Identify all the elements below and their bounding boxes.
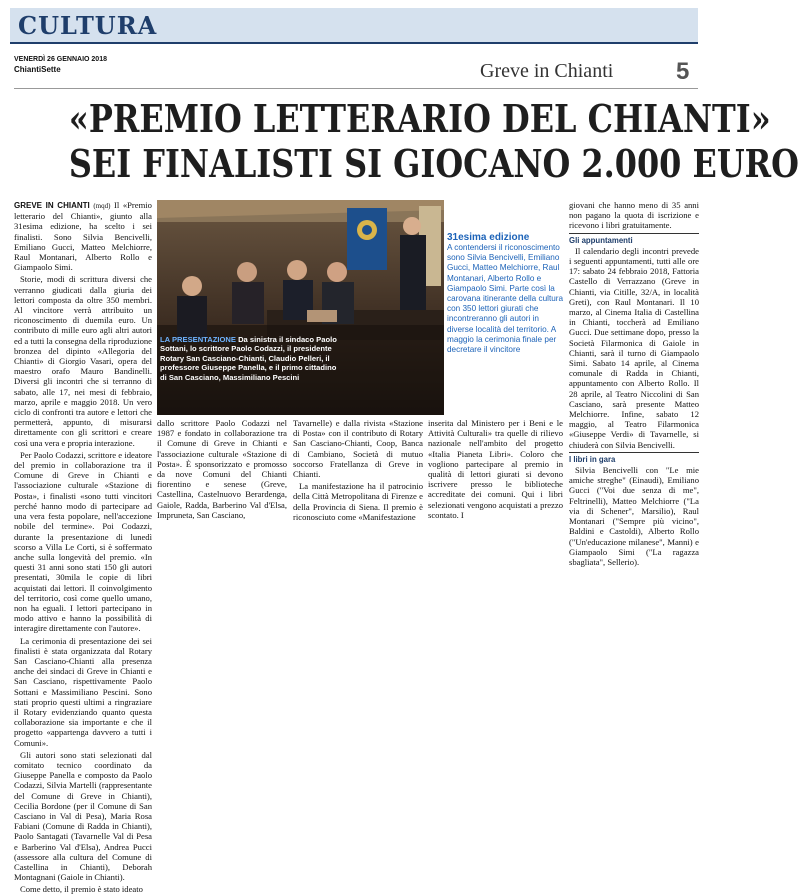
sidebar-text: A contendersi il riconoscimento sono Silvia Bencivelli, Emiliano Gucci, Matteo Melchiorre, Raul Montanari, Alberto Rollo e Giampaolo Simi. Parte così la carovana itinerante della cultura con 350 lettori giurati che incontreranno gli autori in diverse località del territorio. A maggio la cerimonia finale per decretare il vincitore (447, 243, 564, 355)
caption-kicker: LA PRESENTAZIONE (160, 335, 236, 344)
divider (569, 233, 699, 234)
paragraph: La cerimonia di presentazione dei sei finalisti è stata organizzata dal Rotary San Casciano-Chianti alla presenza anche dei sindaci di Greve in Chianti e San Casciano, rispettivamente Paolo Sottani e Massimiliano Pescini. Sono stati proprio questi ultimi a ringraziare il Rotary evidenziando quanto questa collaborazione sia importante e che il progetto «appartenga davvero a tutti i Comuni». (14, 635, 152, 748)
divider (569, 452, 699, 453)
paragraph: La manifestazione ha il patrocinio della Città Metropolitana di Firenze e della Provincia di Siena. Il premio è riconosciuto come «Manifestazione (293, 481, 423, 522)
article-column-2 (157, 418, 287, 520)
header-rule (14, 88, 698, 89)
photo-caption (160, 335, 340, 382)
paragraph: Tavarnelle) e dalla rivista «Stazione di Posta» con il contributo di Rotary San Casciano-Chianti, Coop, Banca di Cambiano, Società di mutuo soccorso Fratellanza di Greve in Chianti. (293, 418, 423, 480)
headline-line-2: SEI FINALISTI SI GIOCANO 2.000 EURO (68, 141, 799, 186)
paragraph: Come detto, il premio è stato ideato (20, 884, 143, 895)
location-head: Greve in Chianti (480, 60, 614, 82)
paragraph: dallo scrittore Paolo Codazzi nel 1987 e fondato in collaborazione tra il Comune di Greve in Chianti e l'associazione culturale «Stazione di Posta». È sponsorizzato e promosso da nove Comuni del Chianti fiorentino e senese (Greve, Castellina, Castelnuovo Berardenga, Gaiole, Radda, Barberino Val d'Elsa, Impruneta, San Casciano, (157, 418, 287, 520)
article-column-1 (14, 200, 152, 895)
box-title-books: I libri in gara (569, 454, 616, 464)
article-column-3 (293, 418, 423, 522)
article-photo (157, 200, 444, 415)
headline-line-1: «PREMIO LETTERARIO DEL CHIANTI» (68, 96, 771, 141)
caption-text: Da sinistra il sindaco Paolo Sottani, lo scrittore Paolo Codazzi, il presidente Rotary San Casciano-Chianti, Claudio Pelleri, il professore Giuseppe Panella, e il primo cittadino di San Casciano, Massimiliano Pescini (160, 335, 337, 382)
section-header (10, 8, 698, 44)
box-title-appointments: Gli appuntamenti (569, 235, 633, 245)
publication-name: ChiantiSette (14, 65, 61, 74)
section-name: CULTURA (18, 11, 158, 40)
sidebar-box (447, 232, 565, 355)
page-number: 5 (676, 58, 690, 85)
paragraph: Storie, modi di scrittura diversi che verranno giudicati dalla giuria dei lettori composta da oltre 350 membri. Al vincitore verrà attribuito un riconoscimento di duemila euro. Un contributo di mille euro agli altri autori ed a tutti la consegna della riproduzione bronzea del dipinto «Allegoria del Chianti» di Giorgio Vasari, opera del maestro orafo Mauro Bandinelli. Diversi gli incontri che si terranno di sabato, alle 17, nei mesi di febbraio, marzo, aprile e maggio 2018. Un vero ciclo di confronti tra autore e lettori che permetterà, appunto, di misurarsi direttamente con gli scrittori e creare così una vera e propria interazione. (14, 274, 152, 448)
dateline-location: GREVE IN CHIANTI (14, 201, 90, 210)
paragraph: Gli autori sono stati selezionati dal comitato tecnico coordinato da Giuseppe Panella e composto da Paolo Codazzi, Silvia Martelli (rappresentante del Comune di Greve in Chianti), Cecilia Bordone (per il Comune di San Casciano in Val di Pesa), Maria Rosa Fabiani (Comune di Radda in Chianti), Paolo Santagati (Tavarnelle Val di Pesa e Barberino Val d'Elsa), Andrea Pucci (assessore alla cultura del Comune di Castellina in Chianti), Deborah Montagnani (Gaiole in Chianti). (14, 749, 152, 883)
article-column-5 (569, 200, 699, 730)
paragraph: Silvia Bencivelli con "Le mie amiche streghe" (Einaudi), Emiliano Gucci ("Voi due senza di me", Feltrinelli), Matteo Melchiorre ("La via di Schener", Marsilio), Raul Montanari ("Sempre più vicino", Baldini e Castoldi), Alberto Rollo ("Un'educazione milanese", Manni) e Giampaolo Simi ("La ragazza sbagliata", Sellerio). (569, 465, 699, 567)
date-line: VENERDÌ 26 GENNAIO 2018 (14, 56, 107, 63)
sidebar-title: 31esima edizione (447, 232, 530, 243)
byline: (mqd) (93, 202, 111, 210)
paragraph: inserita dal Ministero per i Beni e le Attività Culturali» tra quelle di rilievo nazionale nell'ambito del progetto «Italia Pianeta Libri». Coloro che vogliono partecipare al premio in qualità di lettori giurati si devono iscrivere presso le biblioteche accreditate dei comuni. Qui i libri selezionati vengono acquistati a prezzo scontato. I (428, 418, 563, 520)
paragraph: Il «Premio letterario del Chianti», giunto alla 31esima edizione, ha scelto i sei finalisti. Sono Silvia Bencivelli, Emiliano Gucci, Matteo Melchiorre, Raul Montanari, Alberto Rollo e Giampaolo Simi. (14, 200, 152, 273)
paragraph: Per Paolo Codazzi, scrittore e ideatore del premio in collaborazione tra il Comune di Greve in Chianti e l'associazione culturale «Stazione di Posta», i finalisti «sono tutti vincitori perché hanno modo di partecipare ad una vera festa popolare, nell'accezione nobile del termine». Poi Codazzi, durante la presentazione di lunedì scorso a Villa Le Corti, si è soffermato anche sulla longevità del premio. «In questi 31 anni sono stati 150 gli autori presentati, 30mila le copie di libri acquistati dai lettori. Il coinvolgimento del territorio, così come quello umano, non ha eguali. I lettori partecipano in modo attivo e hanno la possibilità di interagire direttamente con l'autore». (14, 449, 152, 634)
article-column-4 (428, 418, 563, 520)
paragraph: giovani che hanno meno di 35 anni non pagano la quota di iscrizione e ricevono i libri gratuitamente. (569, 200, 699, 231)
paragraph: Il calendario degli incontri prevede i seguenti appuntamenti, tutti alle ore 17: sabato 24 febbraio 2018, Fattoria Castello di Verrazzano (Greve in Chianti, via Citille, 32/A, in località Greti), con Raul Montanari. Il 10 marzo, al Cinema Italia di Castellina in Chianti, toccherà ad Emiliano Gucci. Due settimane dopo, presso la Società Filarmonica di Gaiole in Chianti, sarà il turno di Giampaolo Simi. Sabato 14 aprile, al Cinema comunale di Radda in Chianti, appuntamento con Alberto Rollo. Il 28 aprile, al Teatro Niccolini di San Casciano, sarà presente Matteo Melchiorre. Infine, sabato 12 maggio, al Teatro Filarmonica «Giuseppe Verdi» di Tavarnelle, si chiuderà con Silvia Bencivelli. (569, 245, 699, 450)
